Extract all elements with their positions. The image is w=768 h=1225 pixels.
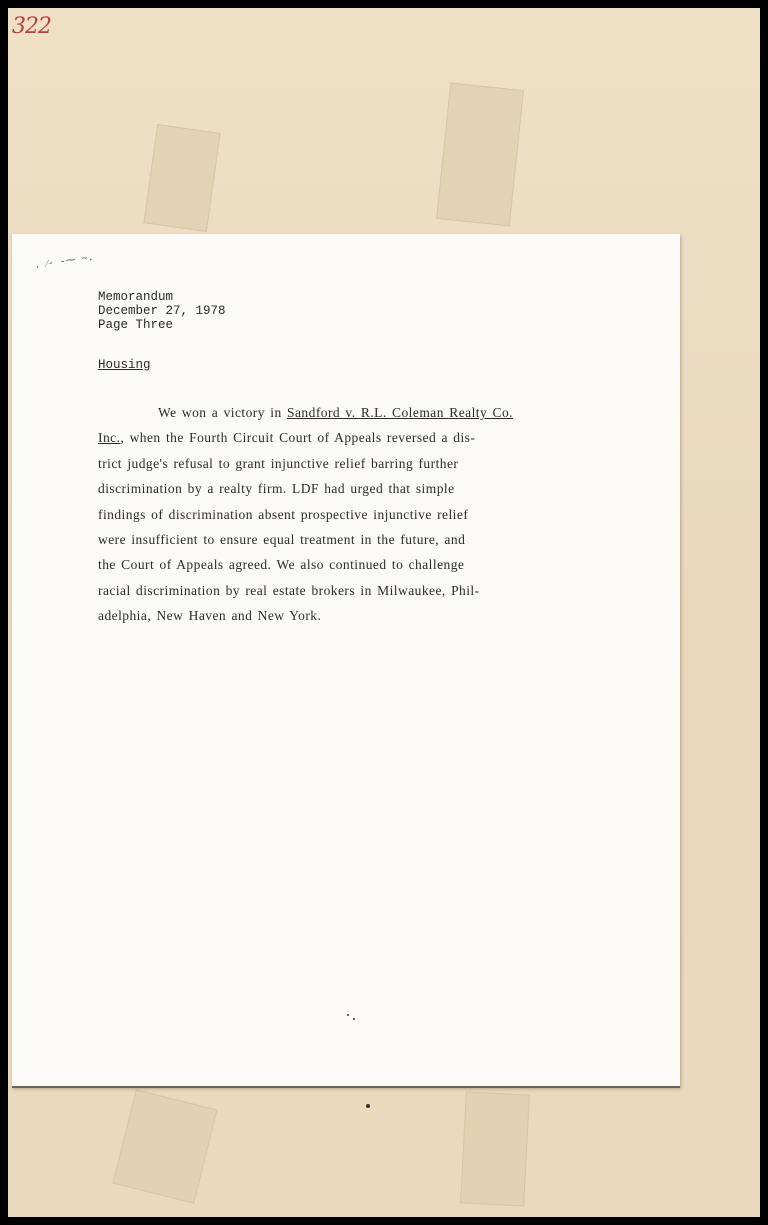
paragraph-line: discrimination by a realty firm. LDF had urged that simple bbox=[98, 481, 455, 497]
text-span: We won a victory in bbox=[158, 405, 288, 420]
paragraph-line bbox=[98, 400, 608, 425]
paragraph-line: findings of discrimination absent prospective injunctive relief bbox=[98, 506, 469, 522]
section-heading: Housing bbox=[98, 358, 151, 372]
paragraph-line: racial discrimination by real estate brokers in Milwaukee, Phil- bbox=[98, 582, 480, 598]
paragraph-line: trict judge's refusal to grant injunctive relief barring further bbox=[98, 455, 459, 471]
paragraph-line: the Court of Appeals agreed. We also continued to challenge bbox=[98, 557, 465, 573]
tape-strip bbox=[113, 1089, 218, 1203]
speck bbox=[347, 1014, 349, 1016]
memo-title: Memorandum bbox=[98, 290, 174, 304]
tape-strip bbox=[436, 83, 524, 227]
tape-strip bbox=[143, 124, 220, 232]
case-name-cont: Inc. bbox=[98, 430, 121, 446]
memo-page bbox=[12, 234, 680, 1087]
paper-edge bbox=[12, 1086, 680, 1088]
paragraph-line bbox=[98, 425, 608, 450]
archive-scan-frame bbox=[8, 8, 760, 1217]
text-span: , when the Fourth Circuit Court of Appeals reversed a dis- bbox=[120, 430, 476, 446]
memo-content bbox=[98, 290, 608, 629]
paragraph-line: were insufficient to ensure equal treatment in the future, and bbox=[98, 532, 466, 548]
speck bbox=[366, 1104, 370, 1108]
handwritten-page-number: 322 bbox=[12, 14, 51, 39]
memo-date: December 27, 1978 bbox=[98, 304, 226, 318]
tape-strip bbox=[460, 1091, 530, 1206]
memo-paragraph bbox=[98, 400, 608, 629]
paragraph-line: adelphia, New Haven and New York. bbox=[98, 608, 322, 624]
case-name: Sandford v. R.L. Coleman Realty Co. bbox=[287, 405, 513, 420]
ink-smudge: . ⁄- -⁓ ~. bbox=[33, 251, 95, 272]
speck bbox=[353, 1018, 355, 1020]
memo-page-label: Page Three bbox=[98, 318, 174, 332]
